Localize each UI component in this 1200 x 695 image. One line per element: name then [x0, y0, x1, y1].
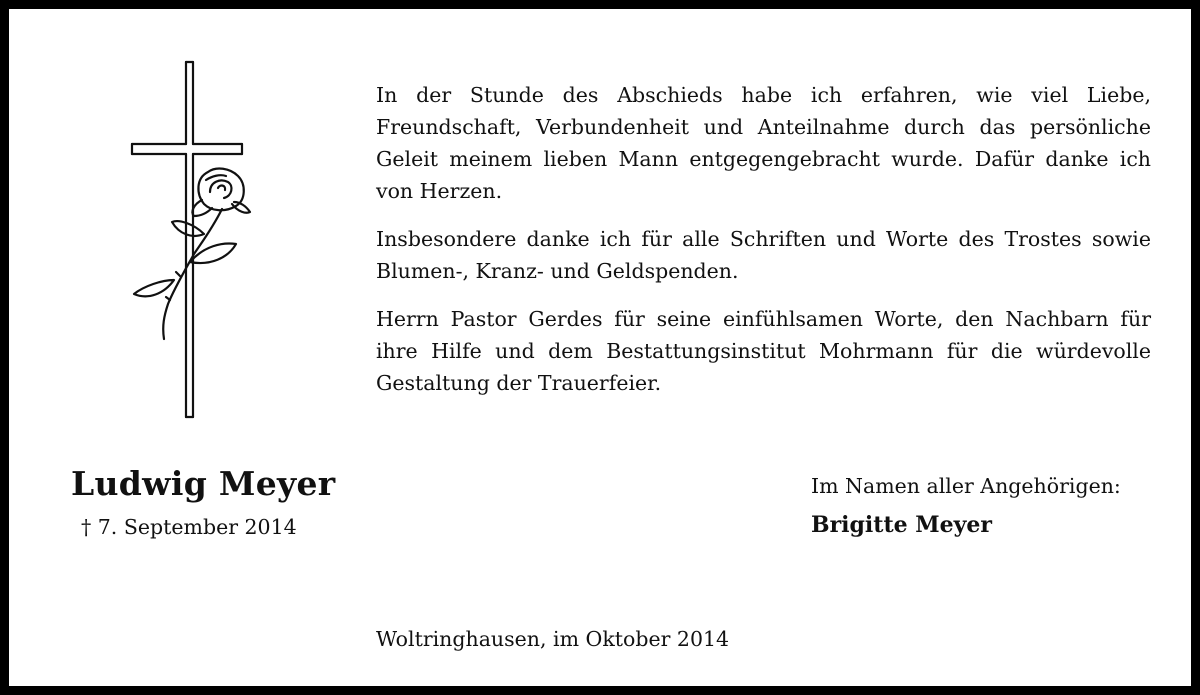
- paragraph: Insbesondere danke ich für alle Schriften und Worte des Trostes sowie Blumen-, Kranz- und Geldspenden.: [376, 227, 1151, 283]
- death-date: † 7. September 2014: [81, 515, 297, 539]
- paragraph: In der Stunde des Abschieds habe ich erfahren, wie viel Liebe, Freundschaft, Verbundenheit und Anteilnahme durch das persönliche Geleit meinem lieben Mann entgegengebracht wurde. Dafür danke ich von Herzen.: [376, 83, 1151, 203]
- place-date: Woltringhausen, im Oktober 2014: [376, 627, 730, 651]
- on-behalf-line: Im Namen aller Angehörigen:: [811, 474, 1121, 498]
- deceased-name: Ludwig Meyer: [71, 464, 336, 503]
- cross-with-rose-icon: [124, 54, 264, 424]
- thank-you-text: [376, 79, 1151, 415]
- signer-name: Brigitte Meyer: [811, 512, 992, 538]
- paragraph: Herrn Pastor Gerdes für seine einfühlsamen Worte, den Nachbarn für ihre Hilfe und dem Bestattungsinstitut Mohrmann für die würdevolle Gestaltung der Trauerfeier.: [376, 307, 1151, 395]
